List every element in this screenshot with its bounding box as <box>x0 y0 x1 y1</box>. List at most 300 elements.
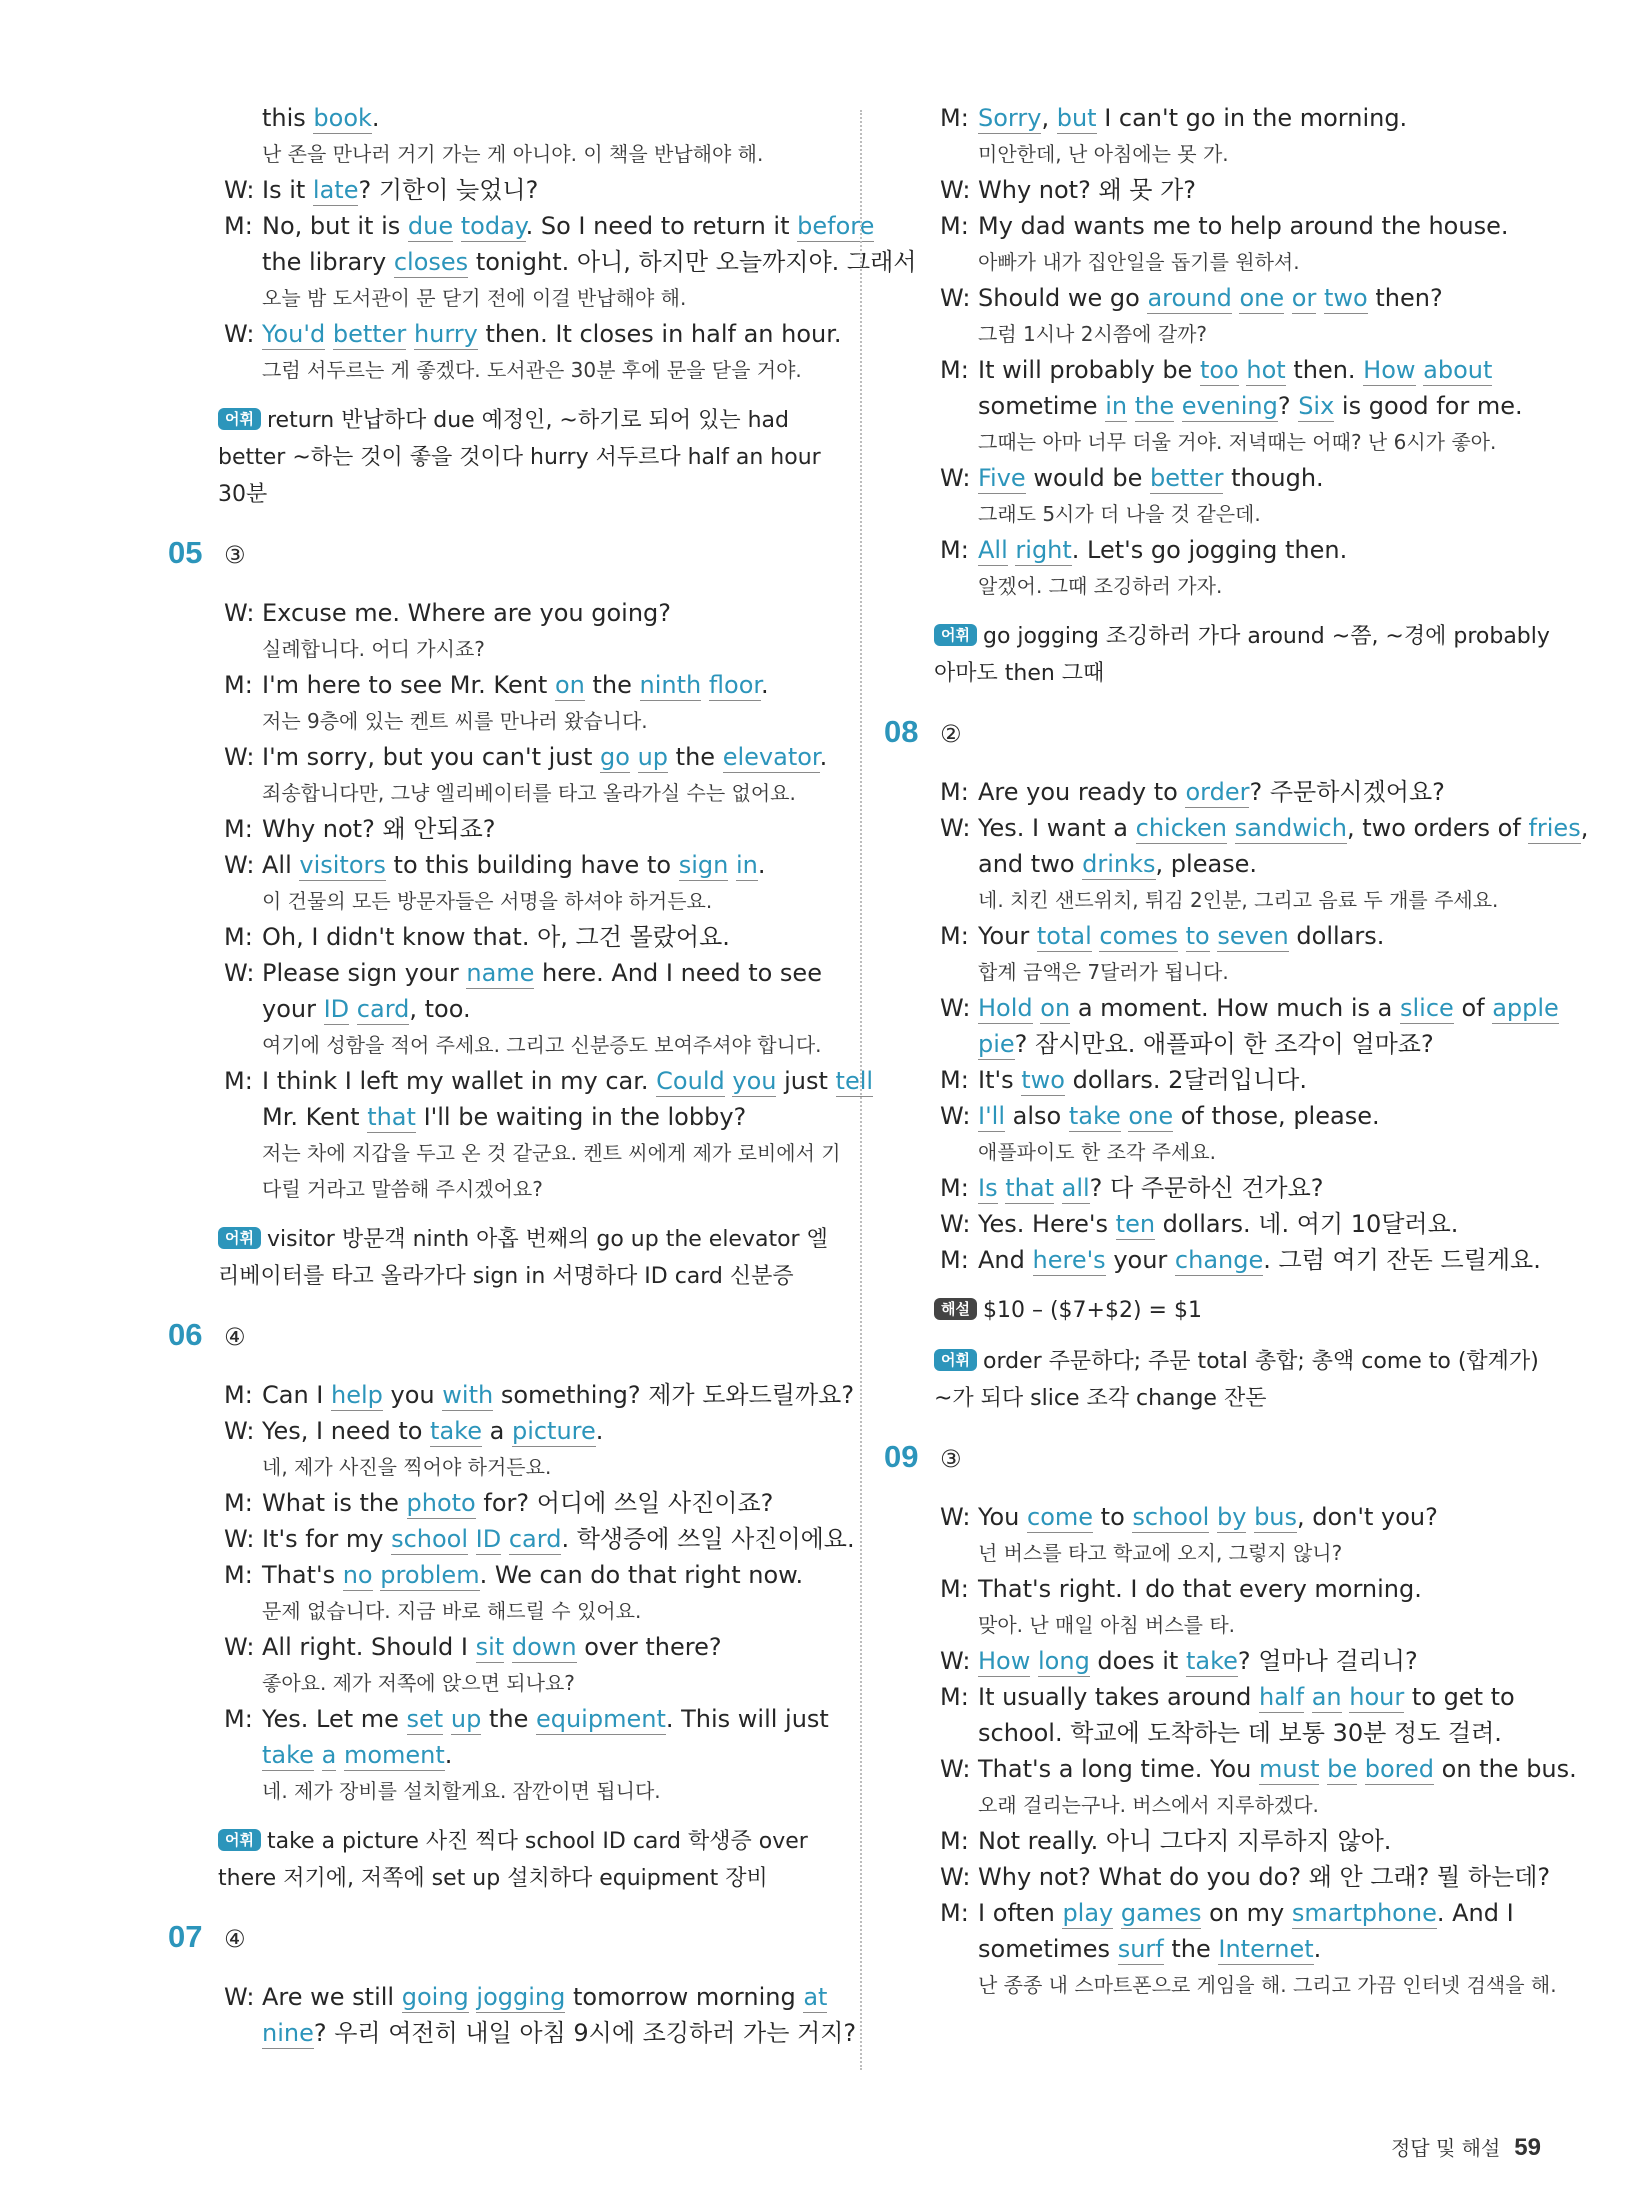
text-segment: the <box>1163 1935 1219 1963</box>
dialogue-line <box>934 1679 1554 1715</box>
text-segment: Why not? What do you do? 왜 안 그래? 뭘 하는데? <box>978 1863 1551 1891</box>
keyword: in <box>735 851 758 879</box>
keyword: problem <box>380 1561 480 1589</box>
speaker-label: M: <box>224 1067 253 1095</box>
translation-line: 오래 걸리는구나. 버스에서 지루하겠다. <box>978 1793 1319 1817</box>
text-segment <box>1304 1683 1312 1711</box>
dialogue-line <box>218 316 842 352</box>
keyword: smartphone <box>1291 1899 1437 1927</box>
text-segment: sometimes <box>978 1935 1118 1963</box>
keyword: around <box>1147 284 1232 312</box>
footer-label: 정답 및 해설 <box>1390 2136 1501 2160</box>
keyword: card <box>508 1525 562 1553</box>
keyword: on <box>1040 994 1071 1022</box>
keyword: equipment <box>535 1705 666 1733</box>
text-segment: . <box>595 1417 604 1445</box>
text-segment: does it <box>1089 1647 1186 1675</box>
keyword: floor <box>708 671 762 699</box>
keyword: Six <box>1298 392 1335 420</box>
text-segment <box>1113 1899 1121 1927</box>
keyword: one <box>1239 284 1285 312</box>
dialogue-line <box>218 1063 874 1099</box>
keyword: Sorry <box>978 104 1042 132</box>
vocab-badge: 어휘 <box>218 1829 261 1851</box>
translation-line: 그때는 아마 너무 더울 거야. 저녁때는 어때? 난 6시가 좋아. <box>978 430 1497 454</box>
dialogue-line <box>934 1242 1554 1278</box>
answer-mark: ③ <box>224 541 246 569</box>
keyword: come <box>1027 1503 1094 1531</box>
text-segment: Are you ready to <box>978 778 1186 806</box>
question-section <box>168 535 874 1295</box>
keyword: tell <box>835 1067 874 1095</box>
speaker-label: M: <box>940 1246 969 1274</box>
keyword: going <box>401 1983 469 2011</box>
keyword: in <box>1105 392 1128 420</box>
text-segment: That's a long time. You <box>978 1755 1259 1783</box>
question-header <box>168 1919 838 1979</box>
speaker-label: M: <box>940 922 969 950</box>
dialogue-line <box>934 1931 1554 1967</box>
speaker-label: M: <box>940 356 969 384</box>
note-text: return 반납하다 due 예정인, ~하기로 되어 있는 had better ~하는 것이 좋을 것이다 hurry 서두르다 half an hour 30분 <box>218 408 821 507</box>
speaker-label: W: <box>940 1647 971 1675</box>
text-segment: , please. <box>1155 850 1258 878</box>
keyword: two <box>1324 284 1368 312</box>
keyword: apple <box>1492 994 1559 1022</box>
section-gap <box>218 513 838 535</box>
text-segment: school. 학교에 도착하는 데 보통 30분 정도 걸려. <box>978 1719 1502 1747</box>
text-segment: No, but it is <box>262 212 408 240</box>
keyword: up <box>450 1705 482 1733</box>
translation-line: 그럼 1시나 2시쯤에 갈까? <box>978 322 1208 346</box>
keyword: set <box>406 1705 444 1733</box>
text-segment: Yes. I want a <box>978 814 1136 842</box>
keyword: elevator <box>722 743 820 771</box>
text-segment: then? <box>1367 284 1443 312</box>
speaker-label: M: <box>940 104 969 132</box>
keyword: ten <box>1115 1210 1156 1238</box>
translation-line: 아빠가 내가 집안일을 돕기를 원하셔. <box>978 250 1300 274</box>
column-divider <box>860 110 862 2070</box>
keyword: drinks <box>1082 850 1156 878</box>
translation-line: 알겠어. 그때 조깅하러 가자. <box>978 574 1223 598</box>
text-segment: . And I <box>1436 1899 1514 1927</box>
keyword: change <box>1174 1246 1264 1274</box>
vocab-note <box>218 1221 838 1295</box>
text-segment: It will probably be <box>978 356 1200 384</box>
text-segment: Not really. 아니 그다지 지루하지 않아. <box>978 1827 1392 1855</box>
keyword: chicken <box>1135 814 1227 842</box>
translation-line: 실례합니다. 어디 가시죠? <box>262 637 485 661</box>
text-segment: also <box>1005 1102 1069 1130</box>
translation-line: 그럼 서두르는 게 좋겠다. 도서관은 30분 후에 문을 닫을 거야. <box>262 358 802 382</box>
keyword: bus <box>1254 1503 1298 1531</box>
dialogue-line <box>934 1026 1554 1062</box>
section-gap <box>218 1295 838 1317</box>
speaker-label: W: <box>224 320 255 348</box>
text-segment <box>349 995 357 1023</box>
dialogue-line <box>934 352 1554 388</box>
keyword: too <box>1199 356 1239 384</box>
question-header <box>168 1317 838 1377</box>
text-segment: dollars. 2달러입니다. <box>1064 1066 1307 1094</box>
speaker-label: W: <box>940 1755 971 1783</box>
speaker-label: W: <box>224 1525 255 1553</box>
text-segment: a moment. How much is a <box>1070 994 1400 1022</box>
text-segment: this <box>262 104 314 132</box>
text-segment: . <box>757 851 766 879</box>
text-segment: . This will just <box>665 1705 829 1733</box>
keyword: better <box>332 320 407 348</box>
vocab-note <box>934 618 1554 692</box>
dialogue-line <box>934 208 1554 244</box>
dialogue-line <box>218 208 875 244</box>
speaker-label: M: <box>224 1381 253 1409</box>
text-segment: I'll be waiting in the lobby? <box>415 1103 747 1131</box>
text-segment: though. <box>1223 464 1324 492</box>
dialogue-line <box>218 100 838 136</box>
keyword: half <box>1259 1683 1305 1711</box>
text-segment <box>501 1525 509 1553</box>
text-segment <box>443 1705 451 1733</box>
question-number: 09 <box>884 1439 919 1474</box>
dialogue-line <box>934 100 1554 136</box>
speaker-label: W: <box>940 284 971 312</box>
vocab-note <box>218 1823 838 1897</box>
dialogue-line <box>934 1895 1554 1931</box>
text-segment <box>1030 1647 1038 1675</box>
text-segment <box>1246 1503 1254 1531</box>
keyword: comes <box>1099 922 1178 950</box>
text-segment <box>1227 814 1235 842</box>
translation-line: 맞아. 난 매일 아침 버스를 타. <box>978 1613 1236 1637</box>
speaker-label: M: <box>224 1489 253 1517</box>
keyword: take <box>1068 1102 1121 1130</box>
text-segment: And <box>978 1246 1033 1274</box>
note-text: order 주문하다; 주문 total 총합; 총액 come to (합계가) ~가 되다 slice 조각 change 잔돈 <box>934 1349 1539 1411</box>
question-section <box>168 1317 855 1897</box>
keyword: games <box>1120 1899 1202 1927</box>
speaker-label: W: <box>940 1210 971 1238</box>
text-segment: a <box>481 1417 512 1445</box>
keyword: before <box>797 212 875 240</box>
speaker-label: M: <box>940 1575 969 1603</box>
dialogue-line <box>218 1737 838 1773</box>
speaker-label: M: <box>224 1705 253 1733</box>
dialogue-line <box>934 1571 1554 1607</box>
question-header <box>168 535 838 595</box>
dialogue-line <box>218 739 838 775</box>
answer-mark: ④ <box>224 1323 246 1351</box>
speaker-label: W: <box>940 1863 971 1891</box>
dialogue-line <box>934 280 1554 316</box>
keyword: All <box>978 536 1008 564</box>
text-segment <box>314 1741 322 1769</box>
speaker-label: W: <box>224 599 255 627</box>
text-segment: Is it <box>262 176 313 204</box>
speaker-label: M: <box>224 1561 253 1589</box>
dialogue-line <box>934 1206 1554 1242</box>
text-segment: Are we still <box>262 1983 402 2011</box>
text-segment: the library <box>262 248 394 276</box>
dialogue-line <box>218 1377 855 1413</box>
text-segment: Oh, I didn't know that. 아, 그건 몰랐어요. <box>262 923 730 951</box>
text-segment <box>630 743 638 771</box>
question-number: 05 <box>168 535 203 570</box>
keyword: the <box>1134 392 1175 420</box>
text-segment: It usually takes around <box>978 1683 1259 1711</box>
dialogue-line <box>218 595 838 631</box>
note-text: go jogging 조깅하러 가다 around ~쯤, ~경에 probably 아마도 then 그때 <box>934 624 1550 686</box>
keyword: I'll <box>978 1102 1006 1130</box>
keyword: surf <box>1117 1935 1164 1963</box>
keyword: that <box>367 1103 416 1131</box>
text-segment: . <box>761 671 769 699</box>
question-section <box>168 1919 857 2051</box>
text-segment: , two orders of <box>1346 814 1529 842</box>
text-segment: for? 어디에 쓰일 사진이죠? <box>475 1489 774 1517</box>
dialogue-line <box>218 1485 838 1521</box>
keyword: you <box>732 1067 777 1095</box>
dialogue-line <box>934 460 1554 496</box>
translation-line: 합계 금액은 7달러가 됩니다. <box>978 960 1229 984</box>
speaker-label: W: <box>224 176 255 204</box>
keyword: hurry <box>413 320 478 348</box>
dialogue-line <box>218 847 838 883</box>
translation-line: 오늘 밤 도서관이 문 닫기 전에 이걸 반납해야 해. <box>262 286 687 310</box>
speaker-label: M: <box>940 1066 969 1094</box>
dialogue-line <box>934 774 1554 810</box>
dialogue-line <box>218 2015 857 2051</box>
keyword: with <box>442 1381 494 1409</box>
text-segment <box>406 320 414 348</box>
keyword: jogging <box>476 1983 566 2011</box>
text-segment: ? 얼마나 걸리니? <box>1237 1647 1418 1675</box>
keyword: better <box>1150 464 1224 492</box>
dialogue-line <box>218 1557 838 1593</box>
text-segment: ? 잠시만요. 애플파이 한 조각이 얼마죠? <box>1014 1030 1434 1058</box>
explanation-note <box>934 1292 1554 1329</box>
translation-line: 난 종종 내 스마트폰으로 게임을 해. 그리고 가끔 인터넷 검색을 해. <box>978 1973 1557 1997</box>
text-segment: dollars. 네. 여기 10달러요. <box>1155 1210 1459 1238</box>
keyword: name <box>466 959 535 987</box>
text-segment: , <box>1580 814 1589 842</box>
keyword: to <box>1185 922 1210 950</box>
question-header <box>884 1439 1554 1499</box>
speaker-label: M: <box>940 1174 969 1202</box>
text-segment: . Let's go jogging then. <box>1071 536 1348 564</box>
note-text: $10 – ($7+$2) = $1 <box>982 1298 1202 1323</box>
keyword: order <box>1185 778 1250 806</box>
dialogue-line <box>934 388 1554 424</box>
keyword: evening <box>1181 392 1278 420</box>
text-segment: over there? <box>576 1633 722 1661</box>
section-gap <box>218 1897 838 1919</box>
section-gap <box>934 692 1554 714</box>
text-segment: to this building have to <box>385 851 679 879</box>
text-segment: ? 다 주문하신 건가요? <box>1089 1174 1324 1202</box>
keyword: You'd <box>262 320 326 348</box>
keyword: bored <box>1364 1755 1435 1783</box>
keyword: an <box>1311 1683 1342 1711</box>
dialogue-line <box>934 1859 1554 1895</box>
text-segment: , too. <box>409 995 471 1023</box>
keyword: sandwich <box>1234 814 1347 842</box>
keyword: ID <box>323 995 350 1023</box>
keyword: two <box>1021 1066 1065 1094</box>
text-segment: to <box>1093 1503 1133 1531</box>
keyword: take <box>262 1741 314 1769</box>
text-segment: You <box>978 1503 1027 1531</box>
text-segment: tonight. 아니, 하지만 오늘까지야. 그래서 <box>468 248 917 276</box>
keyword: book <box>313 104 372 132</box>
keyword: school <box>391 1525 469 1553</box>
dialogue-line <box>218 1099 838 1135</box>
keyword: picture <box>511 1417 596 1445</box>
text-segment <box>1127 392 1135 420</box>
text-segment: . <box>1313 1935 1322 1963</box>
section-gap <box>934 1417 1554 1439</box>
question-section <box>884 1439 1577 2003</box>
keyword: card <box>356 995 410 1023</box>
translation-line: 저는 차에 지갑을 두고 온 것 같군요. 켄트 씨에게 제가 로비에서 기 <box>262 1141 841 1165</box>
keyword: on <box>554 671 585 699</box>
text-segment: sometime <box>978 392 1106 420</box>
keyword: at <box>803 1983 828 2011</box>
text-segment: What is the <box>262 1489 407 1517</box>
speaker-label: W: <box>940 176 971 204</box>
keyword: help <box>331 1381 383 1409</box>
dialogue-line <box>934 1098 1554 1134</box>
keyword: no <box>342 1561 373 1589</box>
translation-line: 난 존을 만나러 거기 가는 게 아니야. 이 책을 반납해야 해. <box>262 142 764 166</box>
text-segment: Please sign your <box>262 959 467 987</box>
keyword: sign <box>678 851 729 879</box>
text-segment: on the bus. <box>1434 1755 1577 1783</box>
dialogue-line <box>934 1643 1554 1679</box>
keyword: a <box>321 1741 337 1769</box>
keyword: hour <box>1349 1683 1405 1711</box>
question-number: 07 <box>168 1919 203 1954</box>
speaker-label: M: <box>940 1683 969 1711</box>
dialogue-line <box>218 172 838 208</box>
dialogue-line <box>934 990 1559 1026</box>
translation-line: 좋아요. 제가 저쪽에 앉으면 되나요? <box>262 1671 575 1695</box>
keyword: late <box>312 176 359 204</box>
vocab-badge: 어휘 <box>218 1227 261 1249</box>
keyword: long <box>1038 1647 1090 1675</box>
text-segment: I think I left my wallet in my car. <box>262 1067 657 1095</box>
keyword: ID <box>475 1525 502 1553</box>
translation-line: 다릴 거라고 말씀해 주시겠어요? <box>262 1177 543 1201</box>
speaker-label: W: <box>224 1983 255 2011</box>
keyword: go <box>600 743 630 771</box>
dialogue-line <box>218 991 838 1027</box>
text-segment: . 학생증에 쓰일 사진이에요. <box>561 1525 855 1553</box>
note-text: visitor 방문객 ninth 아홉 번째의 go up the elevator 엘리베이터를 타고 올라가다 sign in 서명하다 ID card 신분증 <box>218 1227 828 1289</box>
text-segment <box>1174 392 1182 420</box>
keyword: closes <box>393 248 469 276</box>
text-segment <box>1316 284 1324 312</box>
text-segment: , <box>1041 104 1057 132</box>
keyword: nine <box>262 2019 314 2047</box>
text-segment: the <box>668 743 723 771</box>
keyword: pie <box>978 1030 1015 1058</box>
speaker-label: M: <box>940 1827 969 1855</box>
keyword: but <box>1056 104 1097 132</box>
text-segment: Why not? 왜 못 가? <box>978 176 1196 204</box>
vocab-badge: 어휘 <box>934 1349 977 1371</box>
dialogue-line <box>934 1499 1554 1535</box>
speaker-label: W: <box>224 743 255 771</box>
keyword: take <box>1185 1647 1238 1675</box>
translation-line: 문제 없습니다. 지금 바로 해드릴 수 있어요. <box>262 1599 642 1623</box>
text-segment <box>325 320 333 348</box>
dialogue-line <box>934 846 1554 882</box>
text-segment: you <box>382 1381 443 1409</box>
speaker-label: M: <box>940 1899 969 1927</box>
page-number: 59 <box>1514 2134 1541 2161</box>
text-segment: I often <box>978 1899 1063 1927</box>
text-segment: I'm sorry, but you can't just <box>262 743 601 771</box>
text-segment <box>336 1741 344 1769</box>
text-segment: dollars. <box>1288 922 1385 950</box>
text-segment: Can I <box>262 1381 332 1409</box>
text-segment: ? 기한이 늦었니? <box>358 176 539 204</box>
text-segment: It's for my <box>262 1525 392 1553</box>
text-segment: That's right. I do that every morning. <box>978 1575 1422 1603</box>
dialogue-line <box>934 1170 1554 1206</box>
keyword: Is <box>978 1174 998 1202</box>
dialogue-line <box>934 532 1554 568</box>
dialogue-line <box>218 1701 838 1737</box>
text-segment <box>1178 922 1186 950</box>
text-segment <box>728 851 736 879</box>
text-segment: I'm here to see Mr. Kent <box>262 671 555 699</box>
text-segment: Your <box>978 922 1037 950</box>
text-segment <box>468 1525 476 1553</box>
keyword: all <box>1061 1174 1090 1202</box>
translation-line: 이 건물의 모든 방문자들은 서명을 하셔야 하거든요. <box>262 889 713 913</box>
text-segment: . <box>444 1741 453 1769</box>
dialogue-line <box>218 811 838 847</box>
dialogue-line <box>934 172 1554 208</box>
text-segment: your <box>262 995 324 1023</box>
speaker-label: M: <box>940 778 969 806</box>
text-segment: tomorrow morning <box>565 1983 804 2011</box>
speaker-label: W: <box>940 994 971 1022</box>
text-segment: is good for me. <box>1334 392 1523 420</box>
vocab-badge: 어휘 <box>218 408 261 430</box>
speaker-label: M: <box>224 923 253 951</box>
dialogue-line <box>218 1629 838 1665</box>
keyword: slice <box>1400 994 1454 1022</box>
text-segment: then. It closes in half an hour. <box>477 320 842 348</box>
text-segment: I can't go in the morning. <box>1096 104 1408 132</box>
text-segment: ? 우리 여전히 내일 아침 9시에 조깅하러 가는 거지? <box>313 2019 857 2047</box>
translation-line: 죄송합니다만, 그냥 엘리베이터를 타고 올라가실 수는 없어요. <box>262 781 796 805</box>
text-segment <box>1319 1755 1327 1783</box>
keyword: Five <box>978 464 1026 492</box>
keyword: Internet <box>1218 1935 1314 1963</box>
text-segment <box>1209 1503 1217 1531</box>
keyword: sit <box>475 1633 505 1661</box>
dialogue-line <box>218 1413 838 1449</box>
text-segment: ? <box>1277 392 1299 420</box>
text-segment: just <box>776 1067 836 1095</box>
keyword: How <box>978 1647 1031 1675</box>
translation-line: 여기에 성함을 적어 주세요. 그리고 신분증도 보여주셔야 합니다. <box>262 1033 822 1057</box>
